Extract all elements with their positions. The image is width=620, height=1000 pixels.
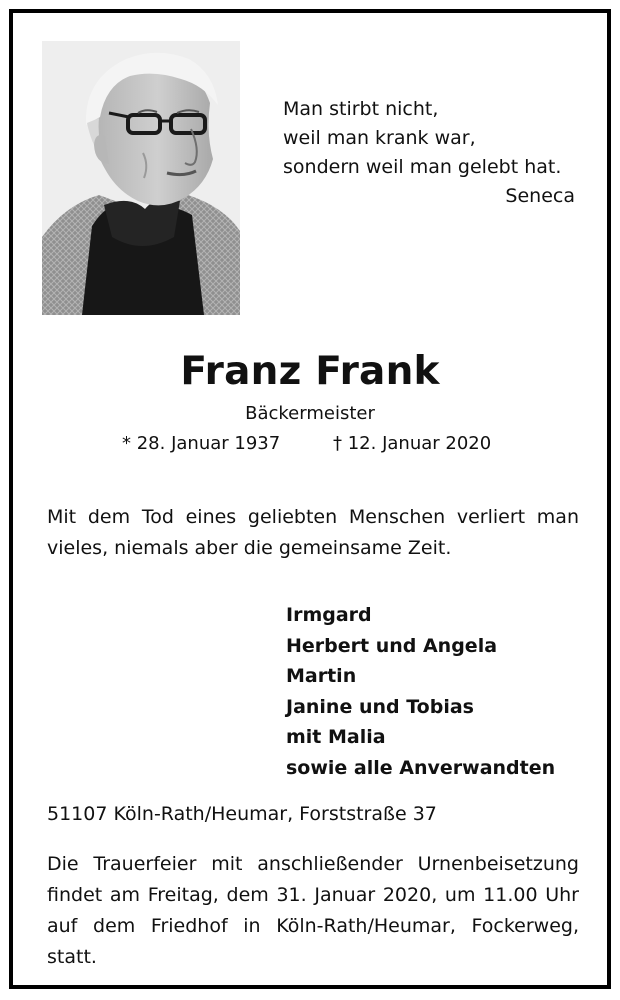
quote-line: weil man krank war, [283, 127, 476, 149]
service-line: auf dem Friedhof in Köln-Rath/Heumar, Fockerweg, [47, 915, 579, 937]
portrait-photo [42, 41, 240, 315]
service-line: statt. [47, 946, 97, 968]
family-member: mit Malia [286, 726, 386, 748]
family-member: Martin [286, 665, 357, 687]
quote-author: Seneca [505, 185, 575, 207]
deceased-profession: Bäckermeister [245, 403, 375, 424]
family-address: 51107 Köln-Rath/Heumar, Forststraße 37 [47, 803, 437, 825]
service-line: findet am Freitag, dem 31. Januar 2020, um 11.00 Uhr [47, 884, 579, 906]
family-member: Janine und Tobias [286, 695, 474, 718]
funeral-service-info [47, 849, 579, 973]
seneca-quote [283, 95, 579, 211]
memorial-saying [47, 502, 579, 564]
deceased-name: Franz Frank [180, 349, 440, 394]
family-member: Herbert und Angela [286, 634, 498, 657]
death-date: † 12. Januar 2020 [333, 433, 492, 454]
quote-line: sondern weil man gelebt hat. [283, 156, 562, 178]
portrait-illustration [42, 41, 240, 315]
saying-line: Mit dem Tod eines geliebten Menschen verliert man [47, 506, 579, 528]
family-member: Irmgard [286, 604, 372, 626]
obituary-notice [9, 9, 611, 989]
service-line: Die Trauerfeier mit anschließender Urnenbeisetzung [47, 853, 579, 875]
quote-line: Man stirbt nicht, [283, 98, 439, 120]
family-member: sowie alle Anverwandten [286, 756, 556, 779]
saying-line: vieles, niemals aber die gemeinsame Zeit. [47, 537, 452, 559]
birth-date: * 28. Januar 1937 [122, 433, 281, 454]
family-list [286, 600, 586, 783]
